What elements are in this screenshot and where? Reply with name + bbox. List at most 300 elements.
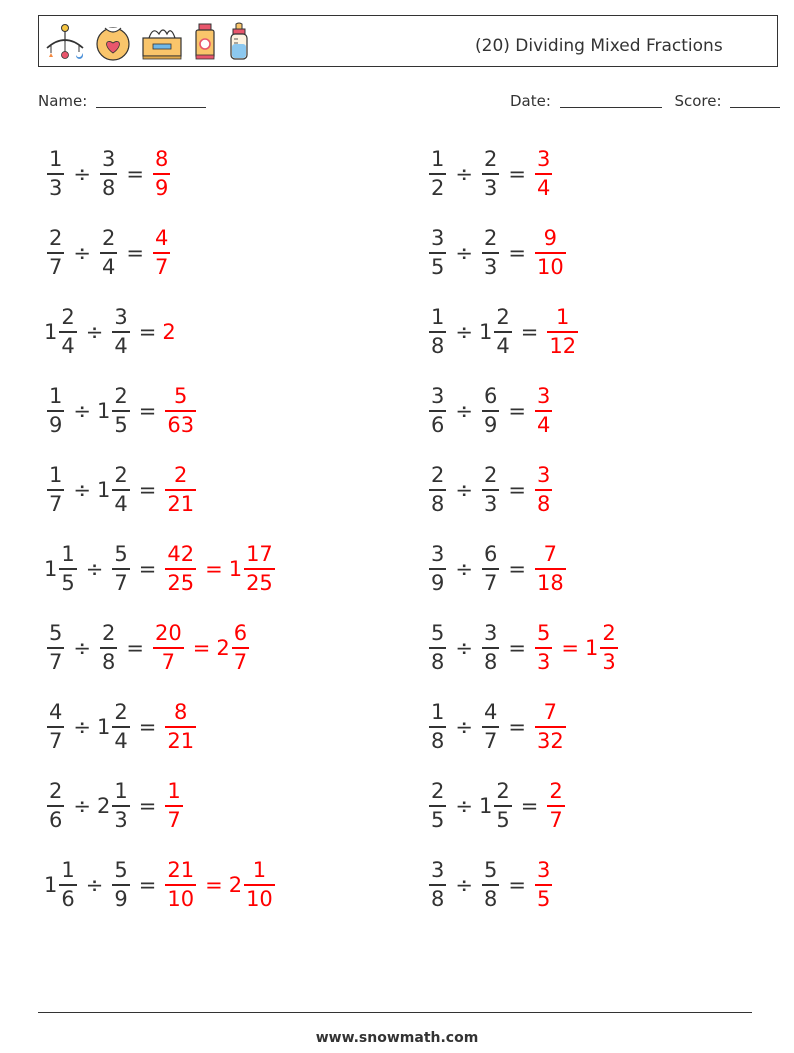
denominator: 8 [431, 886, 445, 911]
numerator: 2 [483, 147, 498, 172]
problem-10 [426, 457, 555, 523]
whole-number: 1 [44, 557, 58, 581]
fraction [547, 307, 578, 357]
denominator: 63 [167, 412, 195, 437]
numerator: 9 [543, 226, 558, 251]
answer [544, 307, 581, 357]
fraction [535, 860, 552, 910]
numerator: 3 [114, 305, 128, 330]
denominator: 7 [49, 254, 63, 279]
dividend [44, 228, 67, 278]
divisor [479, 544, 502, 594]
fraction [535, 623, 552, 673]
divide-sign: ÷ [455, 715, 473, 739]
equals-sign: = [126, 241, 144, 265]
equals-sign: = [205, 873, 223, 897]
denominator: 3 [483, 175, 498, 200]
fraction [112, 386, 129, 436]
divisor [97, 702, 133, 752]
fraction [535, 149, 552, 199]
denominator: 8 [101, 649, 116, 674]
equals-sign: = [126, 162, 144, 186]
numerator: 1 [252, 858, 267, 883]
denominator: 4 [536, 412, 551, 437]
answer [216, 623, 252, 673]
dividend [426, 544, 449, 594]
numerator: 17 [246, 542, 273, 567]
fraction [47, 228, 64, 278]
denominator: 9 [431, 570, 445, 595]
answer [532, 149, 555, 199]
denominator: 10 [536, 254, 564, 279]
answer [150, 228, 173, 278]
divide-sign: ÷ [455, 399, 473, 423]
numerator: 1 [49, 384, 63, 409]
denominator: 7 [483, 728, 498, 753]
numerator: 2 [114, 700, 128, 725]
numerator: 4 [483, 700, 498, 725]
whole-number: 1 [228, 557, 243, 581]
problem-5 [44, 299, 175, 365]
date-label: Date: [510, 92, 551, 110]
divisor [479, 149, 502, 199]
numerator: 2 [101, 621, 116, 646]
answer [150, 149, 173, 199]
denominator: 9 [49, 412, 63, 437]
numerator: 42 [167, 542, 195, 567]
fraction [429, 702, 446, 752]
numerator: 1 [431, 700, 445, 725]
divisor [97, 465, 133, 515]
numerator: 7 [543, 542, 558, 567]
denominator: 10 [167, 886, 195, 911]
numerator: 2 [114, 463, 128, 488]
dividend [426, 228, 449, 278]
whole-number: 1 [96, 478, 111, 502]
answer [532, 623, 555, 673]
denominator: 6 [49, 807, 63, 832]
divide-sign: ÷ [85, 320, 104, 344]
fraction [47, 702, 64, 752]
fraction [482, 702, 499, 752]
dividend [44, 386, 67, 436]
numerator: 7 [543, 700, 558, 725]
numerator: 20 [154, 621, 182, 646]
denominator: 4 [61, 333, 75, 358]
fraction [47, 623, 64, 673]
divisor [479, 228, 502, 278]
numerator: 3 [431, 858, 445, 883]
problem-18 [426, 773, 568, 839]
dividend [426, 465, 449, 515]
numerator: 5 [431, 621, 445, 646]
footer-rule [38, 1012, 752, 1013]
denominator: 3 [483, 254, 498, 279]
fraction [482, 386, 499, 436]
numerator: 2 [483, 226, 498, 251]
answer [532, 228, 569, 278]
fraction [165, 465, 196, 515]
numerator: 1 [167, 779, 181, 804]
equals-sign: = [520, 794, 539, 818]
denominator: 8 [431, 649, 445, 674]
denominator: 5 [61, 570, 75, 595]
fraction [47, 386, 64, 436]
footer-url: www.snowmath.com [315, 1030, 479, 1046]
equals-sign: = [508, 478, 526, 502]
problem-7 [44, 378, 199, 444]
fraction [153, 228, 170, 278]
denominator: 8 [431, 491, 445, 516]
fraction [482, 149, 499, 199]
numerator: 2 [49, 226, 63, 251]
problem-20 [426, 852, 555, 918]
fraction [429, 544, 446, 594]
fraction [112, 307, 129, 357]
numerator: 1 [431, 147, 445, 172]
fraction [482, 860, 499, 910]
fraction [100, 228, 117, 278]
divide-sign: ÷ [73, 162, 91, 186]
equals-sign: = [192, 636, 211, 660]
answer [544, 781, 567, 831]
fraction [165, 781, 182, 831]
numerator: 3 [536, 463, 551, 488]
denominator: 4 [101, 254, 116, 279]
whole-number: 2 [162, 320, 176, 344]
denominator: 4 [114, 491, 128, 516]
fraction [100, 149, 117, 199]
numerator: 6 [483, 542, 498, 567]
fraction [535, 544, 566, 594]
problem-13 [44, 615, 252, 681]
problem-15 [44, 694, 199, 760]
dividend [44, 465, 67, 515]
dividend [44, 781, 67, 831]
fraction [482, 465, 499, 515]
numerator: 2 [431, 779, 445, 804]
equals-sign: = [508, 636, 526, 660]
fraction [165, 702, 196, 752]
problem-12 [426, 536, 569, 602]
equals-sign: = [138, 478, 157, 502]
divide-sign: ÷ [85, 873, 104, 897]
numerator: 3 [536, 858, 551, 883]
equals-sign: = [138, 557, 157, 581]
denominator: 7 [154, 254, 169, 279]
divide-sign: ÷ [73, 715, 91, 739]
numerator: 5 [174, 384, 188, 409]
fraction [153, 149, 170, 199]
equals-sign: = [138, 320, 157, 344]
fraction [429, 860, 446, 910]
problem-2 [426, 141, 555, 207]
denominator: 10 [246, 886, 273, 911]
denominator: 25 [246, 570, 273, 595]
whole-number: 1 [96, 715, 111, 739]
equals-sign: = [138, 399, 157, 423]
divide-sign: ÷ [455, 241, 473, 265]
dividend [426, 860, 449, 910]
fraction [112, 702, 129, 752]
fraction [59, 860, 76, 910]
denominator: 3 [536, 649, 551, 674]
answer [229, 860, 278, 910]
answer [162, 781, 185, 831]
fraction [100, 623, 117, 673]
fraction [112, 544, 129, 594]
answer [162, 320, 174, 344]
score-label: Score: [674, 92, 722, 110]
numerator: 2 [101, 226, 116, 251]
divisor [479, 860, 502, 910]
fraction [429, 465, 446, 515]
answer [150, 623, 187, 673]
divide-sign: ÷ [455, 478, 473, 502]
fraction [482, 623, 499, 673]
divisor [479, 702, 502, 752]
denominator: 5 [536, 886, 551, 911]
answer [162, 544, 199, 594]
equals-sign: = [205, 557, 223, 581]
dividend [426, 307, 449, 357]
denominator: 7 [49, 728, 63, 753]
equals-sign: = [520, 320, 539, 344]
whole-number: 2 [228, 873, 243, 897]
answer [585, 623, 621, 673]
fraction [47, 781, 64, 831]
denominator: 7 [49, 649, 63, 674]
numerator: 2 [61, 305, 75, 330]
divisor [109, 860, 132, 910]
problem-4 [426, 220, 569, 286]
denominator: 8 [483, 649, 498, 674]
divisor [97, 386, 133, 436]
denominator: 9 [154, 175, 169, 200]
problem-1 [44, 141, 173, 207]
fraction [535, 228, 566, 278]
denominator: 7 [167, 807, 181, 832]
dividend [426, 386, 449, 436]
dividend [44, 702, 67, 752]
numerator: 3 [431, 542, 445, 567]
denominator: 3 [483, 491, 498, 516]
fraction [482, 228, 499, 278]
dividend [44, 149, 67, 199]
denominator: 4 [114, 333, 128, 358]
denominator: 18 [536, 570, 564, 595]
problem-3 [44, 220, 173, 286]
answer [532, 860, 555, 910]
numerator: 3 [431, 384, 445, 409]
numerator: 1 [556, 305, 570, 330]
problem-6 [426, 299, 581, 365]
numerator: 6 [233, 621, 248, 646]
numerator: 6 [483, 384, 498, 409]
whole-number: 1 [478, 320, 493, 344]
whole-number: 2 [216, 636, 230, 660]
numerator: 2 [483, 463, 498, 488]
numerator: 2 [174, 463, 188, 488]
fraction [494, 781, 511, 831]
denominator: 7 [483, 570, 498, 595]
numerator: 8 [174, 700, 188, 725]
equals-sign: = [138, 715, 157, 739]
denominator: 21 [167, 491, 195, 516]
whole-number: 1 [478, 794, 493, 818]
denominator: 6 [431, 412, 445, 437]
fraction [165, 860, 196, 910]
divisor [97, 781, 133, 831]
numerator: 3 [483, 621, 498, 646]
divide-sign: ÷ [73, 794, 91, 818]
answer [162, 465, 199, 515]
answer [162, 860, 199, 910]
name-label: Name: [38, 92, 88, 110]
fraction [429, 228, 446, 278]
denominator: 21 [167, 728, 195, 753]
divide-sign: ÷ [85, 557, 104, 581]
equals-sign: = [508, 162, 526, 186]
denominator: 3 [602, 649, 616, 674]
whole-number: 1 [44, 320, 58, 344]
fraction [232, 623, 249, 673]
divide-sign: ÷ [73, 478, 91, 502]
answer [532, 386, 555, 436]
divisor [479, 623, 502, 673]
denominator: 7 [114, 570, 128, 595]
equals-sign: = [138, 873, 157, 897]
denominator: 8 [431, 333, 445, 358]
fraction [165, 544, 196, 594]
answer [532, 702, 569, 752]
numerator: 5 [483, 858, 498, 883]
denominator: 7 [233, 649, 248, 674]
numerator: 1 [431, 305, 445, 330]
denominator: 3 [49, 175, 63, 200]
denominator: 7 [549, 807, 563, 832]
equals-sign: = [508, 241, 526, 265]
numerator: 5 [49, 621, 63, 646]
fraction [535, 386, 552, 436]
divisor [97, 228, 120, 278]
fraction [59, 544, 76, 594]
fraction [429, 386, 446, 436]
numerator: 2 [549, 779, 563, 804]
problem-17 [44, 773, 186, 839]
dividend [426, 781, 449, 831]
numerator: 1 [61, 858, 75, 883]
fraction [429, 307, 446, 357]
numerator: 5 [536, 621, 551, 646]
denominator: 5 [496, 807, 510, 832]
equals-sign: = [508, 873, 526, 897]
numerator: 1 [61, 542, 75, 567]
divide-sign: ÷ [455, 320, 473, 344]
dividend [426, 149, 449, 199]
equals-sign: = [561, 636, 579, 660]
fraction [535, 702, 566, 752]
answer [532, 465, 555, 515]
denominator: 4 [114, 728, 128, 753]
numerator: 5 [114, 542, 128, 567]
divide-sign: ÷ [455, 873, 473, 897]
equals-sign: = [508, 715, 526, 739]
fraction [494, 307, 511, 357]
fraction [429, 149, 446, 199]
problem-14 [426, 615, 621, 681]
denominator: 7 [161, 649, 176, 674]
denominator: 4 [536, 175, 551, 200]
fraction [244, 544, 275, 594]
dividend [44, 623, 67, 673]
numerator: 3 [431, 226, 445, 251]
fraction [47, 149, 64, 199]
whole-number: 1 [584, 636, 599, 660]
dividend [426, 702, 449, 752]
denominator: 25 [167, 570, 195, 595]
denominator: 2 [431, 175, 445, 200]
problem-16 [426, 694, 569, 760]
denominator: 8 [536, 491, 551, 516]
problem-11 [44, 536, 278, 602]
fraction [112, 860, 129, 910]
divide-sign: ÷ [455, 794, 473, 818]
fraction [112, 781, 129, 831]
equals-sign: = [126, 636, 144, 660]
denominator: 9 [114, 886, 128, 911]
denominator: 32 [536, 728, 564, 753]
numerator: 1 [114, 779, 128, 804]
numerator: 5 [114, 858, 128, 883]
fraction [482, 544, 499, 594]
divisor [109, 307, 132, 357]
problem-9 [44, 457, 199, 523]
divisor [109, 544, 132, 594]
fraction [47, 465, 64, 515]
fraction [244, 860, 275, 910]
numerator: 3 [101, 147, 116, 172]
numerator: 3 [536, 384, 551, 409]
numerator: 4 [49, 700, 63, 725]
numerator: 2 [602, 621, 616, 646]
denominator: 5 [431, 807, 445, 832]
divide-sign: ÷ [455, 557, 473, 581]
divisor [479, 781, 515, 831]
dividend [44, 544, 80, 594]
numerator: 2 [496, 305, 510, 330]
denominator: 3 [114, 807, 128, 832]
problem-8 [426, 378, 555, 444]
answer [162, 386, 199, 436]
denominator: 8 [101, 175, 116, 200]
divide-sign: ÷ [73, 636, 91, 660]
numerator: 4 [154, 226, 169, 251]
divisor [479, 307, 515, 357]
numerator: 2 [49, 779, 63, 804]
answer [162, 702, 199, 752]
fraction [112, 465, 129, 515]
numerator: 21 [167, 858, 195, 883]
divisor [479, 465, 502, 515]
divisor [97, 149, 120, 199]
answer [532, 544, 569, 594]
denominator: 5 [114, 412, 128, 437]
numerator: 2 [114, 384, 128, 409]
fraction [165, 386, 196, 436]
denominator: 8 [483, 886, 498, 911]
fraction [59, 307, 76, 357]
